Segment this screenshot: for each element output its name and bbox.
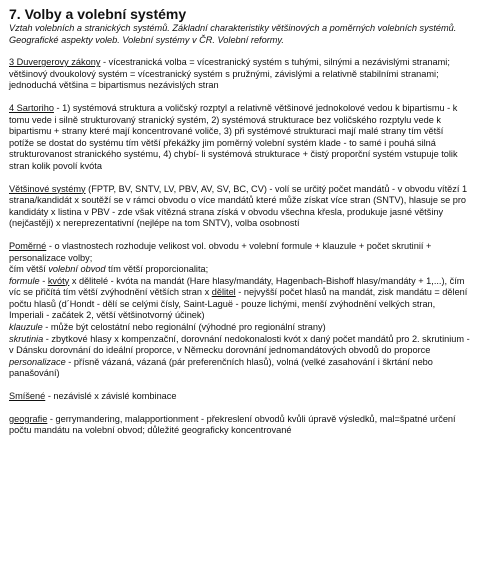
mixed-label: Smíšené <box>9 391 46 402</box>
skrutinia-line <box>9 334 470 357</box>
duverger-paragraph <box>9 57 470 92</box>
mixed-paragraph <box>9 391 470 403</box>
proportional-label: Poměrné <box>9 240 47 251</box>
klauzule-line <box>9 322 470 334</box>
duverger-text: - vícestranická volba = vícestranický systém s tuhými, silnými a nezávislými stranami; většinový dvoukolový systém = vícestranický systém s pružnými, závislými a relativně stabilními stranami; jednoduchá většina = bipartismus nezávislých stran <box>9 57 450 91</box>
majority-paragraph <box>9 184 470 230</box>
skrutinia-text: - zbytkové hlasy x kompenzační, dorovnání nedokonalosti kvót x daný počet mandátů pro 2. skrutinium - v Dánsku dorovnání do ideální proporce, v Německu dorovnání jednomandátových obvodů do proporce <box>9 333 470 356</box>
delitel-text: - nejvyšší počet hlasů na mandát, zisk mandátu = dělení počtu hlasů (d´Hondt - dělí se celými čísly, Saint-Laguë - pouze lichými, menší zvýhodnění velkých stran, Imperiali - začátek 2, větší většinotvorný účinek) <box>9 287 468 321</box>
kvoty-term: kvóty <box>47 275 70 286</box>
proportional-intro <box>9 241 470 264</box>
page-title: 7. Volby a volební systémy <box>9 6 187 22</box>
klauzule-term: klauzule <box>9 322 43 333</box>
sartori-paragraph <box>9 103 470 173</box>
district-term: volební obvod <box>48 264 106 275</box>
formule-term: formule <box>9 275 40 286</box>
personalizace-text: - přísně vázaná, vázaná (pár preferenčních hlasů), volná (velké zasahování i škrtání nebo panašování) <box>9 356 433 379</box>
formule-text: x dělitelé - kvóta na mandát (Hare hlasy/mandáty, Hagenbach-Bishoff hlasy/mandáty + 1,...), čím víc se přičítá tím větší zvýhodnění větších stran x <box>9 275 465 298</box>
klauzule-text: - může být celostátní nebo regionální (výhodné pro regionální strany) <box>42 322 326 333</box>
district-suffix: tím větší proporcionalita; <box>105 264 209 275</box>
intro-text: Vztah volebních a stranických systémů. Základní charakteristiky většinových a poměrných volebních systémů. Geografické aspekty voleb. Volební systémy v ČR. Volební reformy. <box>9 23 457 45</box>
proportional-intro-text: - o vlastnostech rozhoduje velikost vol. obvodu + volební formule + klauzule + počet skrutinií + personalizace volby; <box>9 240 432 263</box>
personalizace-line <box>9 357 470 380</box>
delitel-term: dělitel <box>211 287 236 298</box>
duverger-label: 3 Duvergerovy zákony <box>9 57 101 68</box>
sartori-text: - 1) systémová struktura a voličský rozptyl a relativně většinové jednokolové vedou k bipartismu - k tomu vede i silně strukturovaný stranický systém, 2) systémová strukturace bez voličského rozptylu vede k bipartismu + strany které mají koncentrované voliče, 3) při systémové strukturaci mají malé strany tím větší potíže se dostat do systému tím větší překážky jim poměrný volební systém klade - to samé i pouhá silná strukturovanost stranického systému, 4) chybí- li systémová strukturace + čistý proporční systém vstupuje tolik stran kolik povolí kvóta <box>9 102 458 171</box>
skrutinia-term: skrutinia <box>9 333 44 344</box>
geography-label: geografie <box>9 413 48 424</box>
formule-line <box>9 276 470 322</box>
sartori-label: 4 Sartoriho <box>9 102 54 113</box>
district-prefix: čím větší <box>9 264 49 275</box>
majority-label: Většinové systémy <box>9 183 86 194</box>
proportional-section <box>9 241 470 380</box>
geography-paragraph <box>9 414 470 437</box>
geography-text: - gerrymandering, malapportionment - překreslení obvodů kvůli úpravě výsledků, mal=špatné určení počtu mandátu na volební obvod; důležité geograficky koncentrované <box>9 413 456 436</box>
personalizace-term: personalizace <box>9 356 66 367</box>
district-line <box>9 264 470 276</box>
majority-text: (FPTP, BV, SNTV, LV, PBV, AV, SV, BC, CV) - volí se určitý počet mandátů - v obvodu vítězí 1 strana/kandidát x soutěží se v rámci obvodu o více mandátů které může získat více stran (SNTV), hlasuje se pro kandidáty x listina v PBV - zde však vítězná strana získá v obvodu všechna křesla, produkuje jasné většiny (nejčastěji) x nereprezentativní (nejlépe na tom SNTV), volba osobností <box>9 183 468 229</box>
formule-dash: - <box>39 275 48 286</box>
mixed-text: - nezávislé x závislé kombinace <box>45 391 177 402</box>
